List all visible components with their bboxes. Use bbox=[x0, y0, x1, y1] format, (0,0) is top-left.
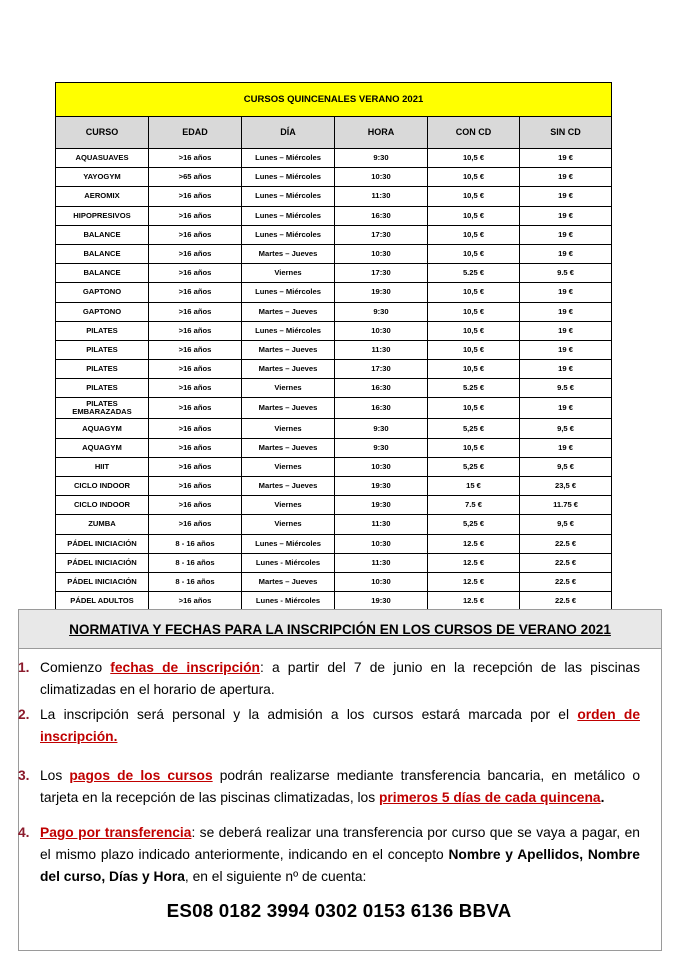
cell-curso: AEROMIX bbox=[56, 187, 149, 206]
table-row bbox=[56, 496, 612, 515]
cell-sin-cd: 19 € bbox=[520, 302, 612, 321]
normativa-title: NORMATIVA Y FECHAS PARA LA INSCRIPCIÓN EN LOS CURSOS DE VERANO 2021 bbox=[19, 610, 661, 649]
cell-dia: Lunes - Miércoles bbox=[242, 592, 335, 611]
cell-sin-cd: 19 € bbox=[520, 244, 612, 263]
cell-con-cd: 12.5 € bbox=[428, 534, 520, 553]
cell-sin-cd: 9,5 € bbox=[520, 457, 612, 476]
cell-hora: 17:30 bbox=[335, 264, 428, 283]
table-row bbox=[56, 168, 612, 187]
cell-hora: 10:30 bbox=[335, 244, 428, 263]
normativa-item bbox=[18, 704, 640, 748]
column-header-sin-cd: SIN CD bbox=[520, 117, 612, 149]
cell-dia: Lunes - Miércoles bbox=[242, 553, 335, 572]
cell-hora: 16:30 bbox=[335, 206, 428, 225]
highlighted-text: Pago por transferencia bbox=[40, 825, 192, 840]
table-row bbox=[56, 149, 612, 168]
table-row bbox=[56, 553, 612, 572]
cell-dia: Lunes – Miércoles bbox=[242, 168, 335, 187]
cell-con-cd: 10,5 € bbox=[428, 206, 520, 225]
cell-con-cd: 5,25 € bbox=[428, 515, 520, 534]
item-number: 1. bbox=[18, 660, 30, 675]
table-row bbox=[56, 534, 612, 553]
cell-edad: 8 - 16 años bbox=[149, 553, 242, 572]
table-row bbox=[56, 225, 612, 244]
cell-dia: Lunes – Miércoles bbox=[242, 283, 335, 302]
cell-edad: >16 años bbox=[149, 340, 242, 359]
cell-hora: 17:30 bbox=[335, 360, 428, 379]
cell-edad: >16 años bbox=[149, 283, 242, 302]
cell-con-cd: 10,5 € bbox=[428, 321, 520, 340]
item-number: 2. bbox=[18, 707, 30, 722]
text-segment: : se deberá realizar una transferencia por curso que se vaya a pagar, en el mismo plazo indicado anteriormente, indicando en el concepto bbox=[40, 825, 640, 862]
cell-dia: Martes – Jueves bbox=[242, 398, 335, 419]
cell-con-cd: 10,5 € bbox=[428, 302, 520, 321]
cell-dia: Viernes bbox=[242, 515, 335, 534]
cell-dia: Martes – Jueves bbox=[242, 244, 335, 263]
cell-sin-cd: 9,5 € bbox=[520, 419, 612, 438]
table-row bbox=[56, 302, 612, 321]
cell-edad: >16 años bbox=[149, 379, 242, 398]
cell-sin-cd: 19 € bbox=[520, 438, 612, 457]
cell-edad: 8 - 16 años bbox=[149, 572, 242, 591]
cell-edad: >65 años bbox=[149, 168, 242, 187]
cell-sin-cd: 19 € bbox=[520, 321, 612, 340]
cell-edad: 8 - 16 años bbox=[149, 534, 242, 553]
cell-edad: >16 años bbox=[149, 515, 242, 534]
cell-curso: PILATES EMBARAZADAS bbox=[56, 398, 149, 419]
cell-sin-cd: 23,5 € bbox=[520, 477, 612, 496]
table-row bbox=[56, 187, 612, 206]
table-row bbox=[56, 398, 612, 419]
cell-curso: PÁDEL INICIACIÓN bbox=[56, 553, 149, 572]
text-segment: Los bbox=[40, 768, 70, 783]
cell-con-cd: 10,5 € bbox=[428, 244, 520, 263]
cell-hora: 17:30 bbox=[335, 225, 428, 244]
cell-edad: >16 años bbox=[149, 592, 242, 611]
cell-edad: >16 años bbox=[149, 149, 242, 168]
table-row bbox=[56, 360, 612, 379]
cell-sin-cd: 22.5 € bbox=[520, 592, 612, 611]
cell-sin-cd: 19 € bbox=[520, 206, 612, 225]
cell-dia: Martes – Jueves bbox=[242, 477, 335, 496]
cell-curso: CICLO INDOOR bbox=[56, 477, 149, 496]
cell-hora: 11:30 bbox=[335, 553, 428, 572]
cell-curso: GAPTONO bbox=[56, 302, 149, 321]
table-row bbox=[56, 283, 612, 302]
cell-con-cd: 10,5 € bbox=[428, 225, 520, 244]
bold-text: . bbox=[600, 790, 605, 805]
cell-sin-cd: 19 € bbox=[520, 187, 612, 206]
cell-curso: YAYOGYM bbox=[56, 168, 149, 187]
table-row bbox=[56, 206, 612, 225]
cell-dia: Lunes – Miércoles bbox=[242, 534, 335, 553]
cell-curso: PILATES bbox=[56, 379, 149, 398]
cell-hora: 16:30 bbox=[335, 379, 428, 398]
cell-curso: HIPOPRESIVOS bbox=[56, 206, 149, 225]
cell-sin-cd: 9.5 € bbox=[520, 264, 612, 283]
cell-con-cd: 12.5 € bbox=[428, 553, 520, 572]
cell-dia: Viernes bbox=[242, 264, 335, 283]
cell-con-cd: 5,25 € bbox=[428, 457, 520, 476]
cell-sin-cd: 19 € bbox=[520, 360, 612, 379]
table-row bbox=[56, 340, 612, 359]
cell-edad: >16 años bbox=[149, 438, 242, 457]
cell-dia: Martes – Jueves bbox=[242, 340, 335, 359]
cell-sin-cd: 9,5 € bbox=[520, 515, 612, 534]
cell-dia: Martes – Jueves bbox=[242, 438, 335, 457]
cell-hora: 10:30 bbox=[335, 457, 428, 476]
courses-table bbox=[55, 82, 612, 611]
cell-sin-cd: 19 € bbox=[520, 225, 612, 244]
cell-dia: Martes – Jueves bbox=[242, 360, 335, 379]
text-segment: La inscripción será personal y la admisión a los cursos estará marcada por el bbox=[40, 707, 578, 722]
cell-hora: 9:30 bbox=[335, 149, 428, 168]
cell-con-cd: 10,5 € bbox=[428, 187, 520, 206]
cell-sin-cd: 19 € bbox=[520, 168, 612, 187]
cell-curso: AQUASUAVES bbox=[56, 149, 149, 168]
table-header-row bbox=[56, 117, 612, 149]
cell-edad: >16 años bbox=[149, 419, 242, 438]
cell-con-cd: 10,5 € bbox=[428, 438, 520, 457]
cell-dia: Martes – Jueves bbox=[242, 572, 335, 591]
cell-curso: PÁDEL ADULTOS bbox=[56, 592, 149, 611]
cell-con-cd: 12.5 € bbox=[428, 572, 520, 591]
column-header-edad: EDAD bbox=[149, 117, 242, 149]
cell-edad: >16 años bbox=[149, 496, 242, 515]
bank-account-number: ES08 0182 3994 0302 0153 6136 BBVA bbox=[166, 900, 512, 921]
cell-sin-cd: 19 € bbox=[520, 149, 612, 168]
table-row bbox=[56, 264, 612, 283]
cell-hora: 16:30 bbox=[335, 398, 428, 419]
table-row bbox=[56, 379, 612, 398]
cell-edad: >16 años bbox=[149, 321, 242, 340]
text-segment: Comienzo bbox=[40, 660, 111, 675]
cell-con-cd: 10,5 € bbox=[428, 360, 520, 379]
cell-con-cd: 10,5 € bbox=[428, 398, 520, 419]
cell-curso: ZUMBA bbox=[56, 515, 149, 534]
highlighted-text: fechas de inscripción bbox=[110, 660, 260, 675]
cell-hora: 11:30 bbox=[335, 187, 428, 206]
cell-edad: >16 años bbox=[149, 477, 242, 496]
cell-curso: AQUAGYM bbox=[56, 419, 149, 438]
table-row bbox=[56, 321, 612, 340]
column-header-curso: CURSO bbox=[56, 117, 149, 149]
item-number: 3. bbox=[18, 768, 30, 783]
cell-con-cd: 10,5 € bbox=[428, 283, 520, 302]
cell-con-cd: 7.5 € bbox=[428, 496, 520, 515]
cell-con-cd: 12.5 € bbox=[428, 592, 520, 611]
cell-sin-cd: 11.75 € bbox=[520, 496, 612, 515]
column-header-con-cd: CON CD bbox=[428, 117, 520, 149]
item-text bbox=[40, 822, 640, 888]
cell-sin-cd: 19 € bbox=[520, 340, 612, 359]
cell-edad: >16 años bbox=[149, 206, 242, 225]
cell-hora: 10:30 bbox=[335, 321, 428, 340]
cell-edad: >16 años bbox=[149, 244, 242, 263]
table-row bbox=[56, 572, 612, 591]
cell-con-cd: 15 € bbox=[428, 477, 520, 496]
cell-hora: 19:30 bbox=[335, 283, 428, 302]
cell-hora: 19:30 bbox=[335, 592, 428, 611]
cell-dia: Lunes – Miércoles bbox=[242, 187, 335, 206]
cell-hora: 10:30 bbox=[335, 534, 428, 553]
table-row bbox=[56, 477, 612, 496]
table-title-row bbox=[56, 83, 612, 117]
cell-sin-cd: 22.5 € bbox=[520, 572, 612, 591]
cell-con-cd: 5.25 € bbox=[428, 264, 520, 283]
table-row bbox=[56, 515, 612, 534]
cell-curso: PILATES bbox=[56, 360, 149, 379]
cell-dia: Viernes bbox=[242, 496, 335, 515]
highlighted-text: primeros 5 días de cada quincena bbox=[378, 790, 601, 805]
item-text bbox=[40, 657, 640, 701]
normativa-item bbox=[18, 657, 640, 701]
table-row bbox=[56, 438, 612, 457]
cell-dia: Viernes bbox=[242, 419, 335, 438]
table-title: CURSOS QUINCENALES VERANO 2021 bbox=[56, 83, 612, 117]
column-header-dia: DÍA bbox=[242, 117, 335, 149]
cell-hora: 11:30 bbox=[335, 340, 428, 359]
cell-dia: Lunes – Miércoles bbox=[242, 225, 335, 244]
cell-dia: Martes – Jueves bbox=[242, 302, 335, 321]
text-segment: podrán realizarse mediante transferencia bancaria, en metálico o tarjeta en la recepción de las piscinas climatizadas, los bbox=[40, 768, 641, 805]
cell-curso: BALANCE bbox=[56, 244, 149, 263]
cell-dia: Viernes bbox=[242, 379, 335, 398]
cell-sin-cd: 19 € bbox=[520, 398, 612, 419]
cell-con-cd: 5.25 € bbox=[428, 379, 520, 398]
cell-curso: PILATES bbox=[56, 340, 149, 359]
cell-hora: 9:30 bbox=[335, 438, 428, 457]
text-segment: : a partir del 7 de junio en la recepción de las piscinas climatizadas en el horario de apertura. bbox=[40, 660, 640, 697]
cell-edad: >16 años bbox=[149, 360, 242, 379]
cell-dia: Lunes – Miércoles bbox=[242, 321, 335, 340]
item-text bbox=[40, 704, 640, 748]
cell-sin-cd: 9.5 € bbox=[520, 379, 612, 398]
highlighted-text: orden de inscripción. bbox=[40, 707, 640, 744]
normativa-item bbox=[18, 822, 640, 888]
cell-hora: 10:30 bbox=[335, 168, 428, 187]
cell-con-cd: 10,5 € bbox=[428, 168, 520, 187]
cell-hora: 11:30 bbox=[335, 515, 428, 534]
cell-edad: >16 años bbox=[149, 225, 242, 244]
table-row bbox=[56, 244, 612, 263]
cell-sin-cd: 22.5 € bbox=[520, 553, 612, 572]
bold-text: Nombre y Apellidos, Nombre del curso, Días y Hora bbox=[40, 847, 640, 884]
item-number: 4. bbox=[18, 825, 30, 840]
cell-curso: PÁDEL INICIACIÓN bbox=[56, 572, 149, 591]
cell-dia: Lunes – Miércoles bbox=[242, 206, 335, 225]
table-body bbox=[56, 149, 612, 611]
cell-curso: GAPTONO bbox=[56, 283, 149, 302]
cell-con-cd: 10,5 € bbox=[428, 340, 520, 359]
cell-hora: 19:30 bbox=[335, 477, 428, 496]
table-row bbox=[56, 592, 612, 611]
cell-curso: BALANCE bbox=[56, 225, 149, 244]
item-text bbox=[40, 765, 640, 809]
cell-curso: CICLO INDOOR bbox=[56, 496, 149, 515]
cell-edad: >16 años bbox=[149, 187, 242, 206]
cell-hora: 9:30 bbox=[335, 419, 428, 438]
cell-dia: Lunes – Miércoles bbox=[242, 149, 335, 168]
column-header-hora: HORA bbox=[335, 117, 428, 149]
cell-con-cd: 5,25 € bbox=[428, 419, 520, 438]
table-row bbox=[56, 419, 612, 438]
highlighted-text: pagos de los cursos bbox=[69, 768, 213, 783]
cell-edad: >16 años bbox=[149, 398, 242, 419]
cell-curso: HIIT bbox=[56, 457, 149, 476]
cell-edad: >16 años bbox=[149, 302, 242, 321]
cell-hora: 10:30 bbox=[335, 572, 428, 591]
cell-sin-cd: 22.5 € bbox=[520, 534, 612, 553]
cell-curso: AQUAGYM bbox=[56, 438, 149, 457]
cell-curso: PILATES bbox=[56, 321, 149, 340]
cell-edad: >16 años bbox=[149, 264, 242, 283]
cell-edad: >16 años bbox=[149, 457, 242, 476]
text-segment: , en el siguiente nº de cuenta: bbox=[184, 869, 367, 884]
cell-curso: PÁDEL INICIACIÓN bbox=[56, 534, 149, 553]
table-row bbox=[56, 457, 612, 476]
normativa-item bbox=[18, 765, 640, 809]
cell-hora: 9:30 bbox=[335, 302, 428, 321]
cell-hora: 19:30 bbox=[335, 496, 428, 515]
cell-dia: Viernes bbox=[242, 457, 335, 476]
cell-curso: BALANCE bbox=[56, 264, 149, 283]
cell-con-cd: 10,5 € bbox=[428, 149, 520, 168]
cell-sin-cd: 19 € bbox=[520, 283, 612, 302]
